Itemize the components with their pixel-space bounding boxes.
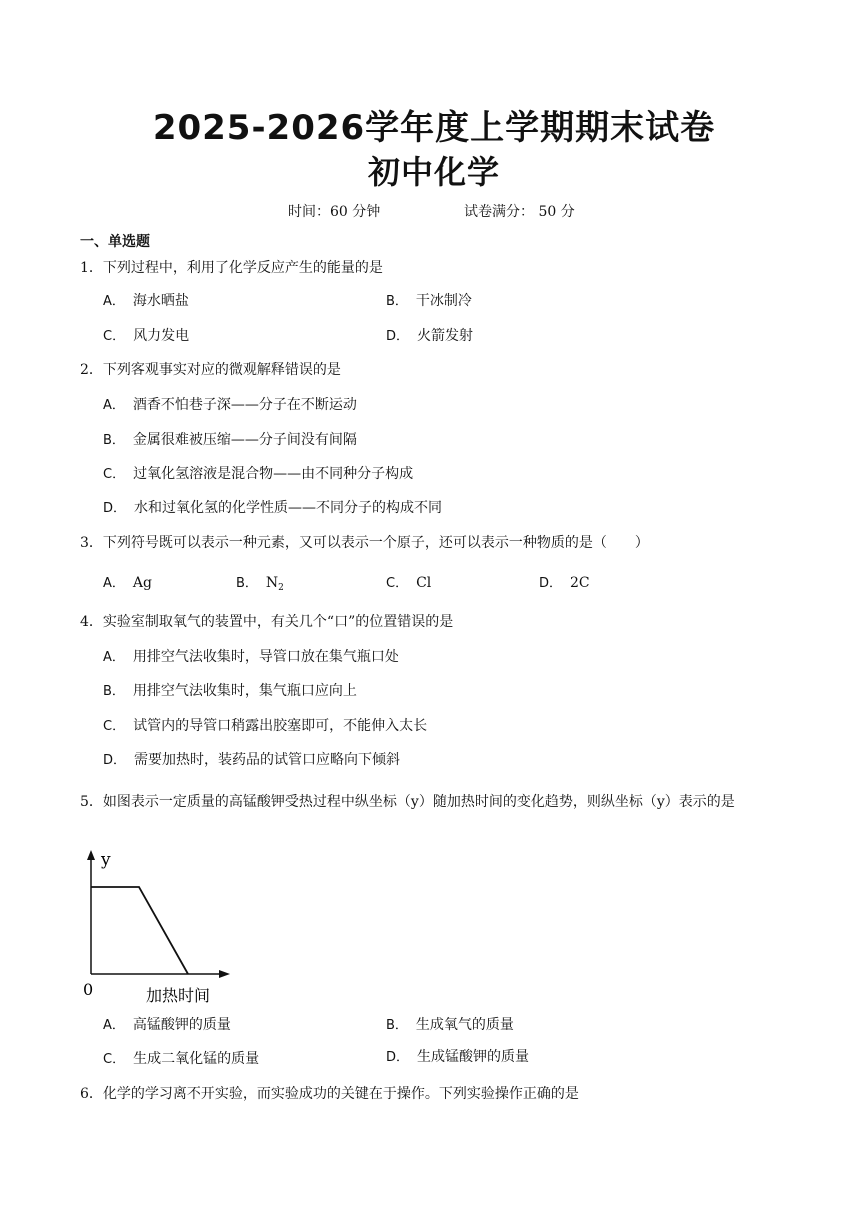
- option-text: 火箭发射: [417, 328, 474, 344]
- y-axis-label: y: [101, 850, 111, 870]
- section-title: 一、单选题: [80, 234, 150, 250]
- option-text: 过氧化氢溶液是混合物——由不同种分子构成: [133, 466, 414, 482]
- option-key: C．: [386, 576, 409, 591]
- option-text: 用排空气法收集时，导管口放在集气瓶口处: [132, 649, 399, 665]
- option-key: A．: [103, 398, 125, 413]
- exam-score: 试卷满分： 50 分: [464, 204, 575, 220]
- origin-label: 0: [83, 980, 94, 999]
- trend-line: [91, 887, 188, 974]
- question-stem: 如图表示一定质量的高锰酸钾受热过程中纵坐标（y）随加热时间的变化趋势，则纵坐标（y）表示的是: [102, 794, 735, 810]
- q2-option-b[interactable]: [103, 430, 357, 451]
- option-key: A．: [103, 294, 125, 309]
- question-1: [80, 258, 383, 278]
- question-number: 1．: [80, 260, 103, 276]
- option-key: D．: [103, 501, 127, 516]
- option-key: D．: [386, 1050, 410, 1065]
- question-6: [80, 1084, 579, 1104]
- q4-option-b[interactable]: [103, 681, 357, 702]
- x-axis-label: 加热时间: [146, 986, 211, 1005]
- y-axis-arrow-icon: [87, 850, 95, 860]
- option-key: A．: [103, 1018, 125, 1033]
- question-number: 4．: [80, 614, 103, 630]
- option-key: B．: [386, 294, 408, 309]
- option-key: A．: [103, 650, 125, 665]
- q2-option-a[interactable]: [103, 395, 357, 416]
- option-text: 用排空气法收集时，集气瓶口应向上: [132, 683, 357, 699]
- option-text: 生成氧气的质量: [415, 1017, 514, 1033]
- option-text: 风力发电: [133, 328, 190, 344]
- option-text: 生成二氧化锰的质量: [133, 1051, 260, 1067]
- option-text: 干冰制冷: [415, 293, 472, 309]
- option-key: C．: [103, 467, 126, 482]
- option-subscript: 2: [278, 583, 284, 593]
- option-key: D．: [539, 576, 563, 591]
- option-text: 酒香不怕巷子深——分子在不断运动: [132, 397, 357, 413]
- question-number: 5．: [80, 794, 103, 810]
- question-5: [80, 786, 800, 818]
- q3-option-d[interactable]: [539, 573, 590, 594]
- option-key: C．: [103, 719, 126, 734]
- q4-option-d[interactable]: [103, 750, 400, 771]
- question-3: [80, 533, 649, 553]
- option-text: N: [265, 575, 279, 591]
- question-number: 6．: [80, 1086, 103, 1102]
- question-number: 2．: [80, 362, 103, 378]
- q5-option-b[interactable]: [386, 1015, 514, 1036]
- option-key: D．: [386, 329, 410, 344]
- q1-option-c[interactable]: [103, 326, 189, 347]
- q5-figure: [78, 846, 248, 1006]
- option-text: 水和过氧化氢的化学性质——不同分子的构成不同: [134, 500, 443, 516]
- option-key: B．: [386, 1018, 408, 1033]
- question-number: 3．: [80, 535, 103, 551]
- q5-option-a[interactable]: [103, 1015, 231, 1036]
- question-stem: 下列过程中，利用了化学反应产生的能量的是: [102, 260, 383, 276]
- option-key: B．: [103, 684, 125, 699]
- option-key: B．: [103, 433, 125, 448]
- option-key: A．: [103, 576, 125, 591]
- q1-option-b[interactable]: [386, 291, 472, 312]
- q4-option-c[interactable]: [103, 716, 427, 737]
- q2-option-d[interactable]: [103, 498, 442, 519]
- option-key: B．: [236, 576, 258, 591]
- option-key: D．: [103, 753, 127, 768]
- q3-option-a[interactable]: [103, 573, 152, 594]
- option-text: 2C: [570, 575, 590, 591]
- option-text: 试管内的导管口稍露出胶塞即可，不能伸入太长: [133, 718, 428, 734]
- option-text: 生成锰酸钾的质量: [417, 1049, 530, 1065]
- option-text: Ag: [132, 575, 152, 591]
- question-2: [80, 360, 341, 380]
- option-key: C．: [103, 329, 126, 344]
- option-text: 金属很难被压缩——分子间没有间隔: [132, 432, 357, 448]
- q1-option-d[interactable]: [386, 326, 473, 347]
- question-4: [80, 612, 453, 632]
- option-text: Cl: [416, 575, 432, 591]
- q5-option-d[interactable]: [386, 1047, 529, 1068]
- q2-option-c[interactable]: [103, 464, 413, 485]
- exam-subtitle: 初中化学: [367, 153, 500, 191]
- q3-option-b[interactable]: [236, 573, 284, 598]
- question-stem: 实验室制取氧气的装置中，有关几个“口”的位置错误的是: [102, 614, 454, 630]
- option-text: 需要加热时，装药品的试管口应略向下倾斜: [134, 752, 401, 768]
- exam-title: 2025-2026学年度上学期期末试卷: [152, 108, 716, 148]
- q5-option-c[interactable]: [103, 1049, 259, 1070]
- q1-option-a[interactable]: [103, 291, 189, 312]
- question-stem: 化学的学习离不开实验，而实验成功的关键在于操作。下列实验操作正确的是: [102, 1086, 579, 1102]
- option-text: 高锰酸钾的质量: [132, 1017, 231, 1033]
- option-key: C．: [103, 1052, 126, 1067]
- x-axis-arrow-icon: [219, 970, 230, 978]
- option-text: 海水晒盐: [132, 293, 189, 309]
- question-stem: 下列符号既可以表示一种元素，又可以表示一个原子，还可以表示一种物质的是（ ）: [102, 535, 649, 551]
- exam-time: 时间：60 分钟: [288, 204, 381, 220]
- q3-option-c[interactable]: [386, 573, 431, 594]
- question-stem: 下列客观事实对应的微观解释错误的是: [102, 362, 341, 378]
- q4-option-a[interactable]: [103, 647, 399, 668]
